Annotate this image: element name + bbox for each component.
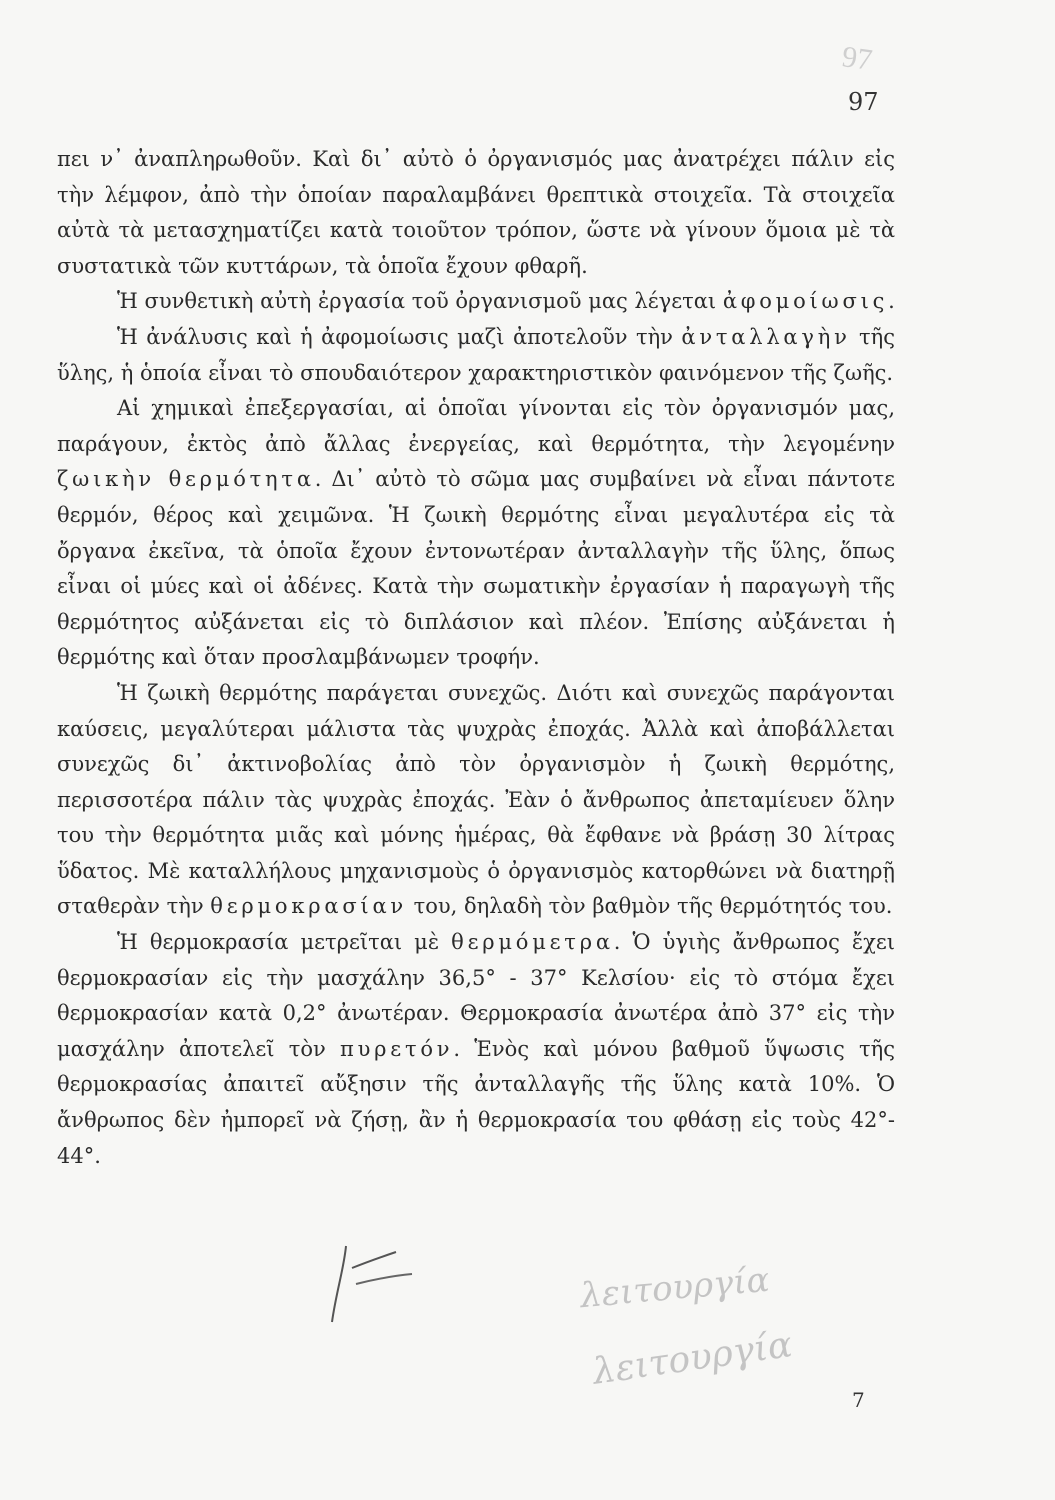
text-run: Ἡ ζωικὴ θερμότης παράγεται συνεχῶς. Διότι καὶ συνεχῶς παράγονται καύσεις, μεγαλύτεραι μάλιστα τὰς ψυχρὰς ἐποχάς. Ἀλλὰ καὶ ἀποβάλλεται συνεχῶς δι᾽ ἀκτινοβολίας ἀπὸ τὸν ὀργανισμὸν ἡ ζωικὴ θερμότης, περισσοτέρα πάλιν τὰς ψυχρὰς ἐποχάς. Ἐὰν ὁ ἄνθρωπος ἀπεταμίευεν ὅλην του τὴν θερμότητα μιᾶς καὶ μόνης ἡμέρας, θὰ ἔφθανε νὰ βράσῃ 30 λίτρας ὕδατος. Μὲ καταλλήλους μηχανισμοὺς ὁ ὀργανισμὸς κατορθώνει νὰ διατηρῇ σταθερὰν τὴν [57,680,895,919]
emphasized-term: ἀφομοίωσις [722,289,889,314]
text-run: πει ν᾽ ἀναπληρωθοῦν. Καὶ δι᾽ αὐτὸ ὁ ὀργανισμός μας ἀνατρέχει πάλιν εἰς τὴν λέμφον, ἀπὸ τὴν ὁποίαν παραλαμβάνει θρεπτικὰ στοιχεῖα. Τὰ στοιχεῖα αὐτὰ τὰ μετασχηματίζει κατὰ τοιοῦτον τρόπον, ὥστε νὰ γίνουν ὅμοια μὲ τὰ συστατικὰ τῶν κυττάρων, τὰ ὁποῖα ἔχουν φθαρῆ. [57,147,895,278]
text-run: Αἱ χημικαὶ ἐπεξεργασίαι, αἱ ὁποῖαι γίνονται εἰς τὸν ὀργανισμόν μας, παράγουν, ἐκτὸς ἀπὸ ἄλλας ἐνεργείας, καὶ θερμότητα, τὴν λεγομένην [57,396,895,456]
page-number: 97 [848,88,879,116]
paragraph [57,676,895,925]
paragraph [57,284,895,320]
handwritten-signature-mark [322,1238,432,1328]
paragraph [57,391,895,676]
paragraph [57,320,895,391]
paragraph [57,142,895,284]
text-run: . Ὁ ὑγιὴς ἄνθρωπος ἔχει θερμοκρασίαν εἰς τὴν μασχάλην 36,5° - 37° Κελσίου· εἰς τὸ στόμα ἔχει θερμοκρασίαν κατὰ 0,2° ἀνωτέραν. Θερμοκρασία ἀνωτέρα ἀπὸ 37° εἰς τὴν μασχάλην ἀποτελεῖ τὸν [57,930,895,1061]
signature-number: 7 [852,1388,865,1412]
text-run: Ἡ θερμοκρασία μετρεῖται μὲ [117,930,452,955]
emphasized-term: θερμοκρασίαν [210,894,407,919]
text-run: Ἡ ἀνάλυσις καὶ ἡ ἀφομοίωσις μαζὶ ἀποτελοῦν τὴν [117,324,682,349]
text-run: τῆς ὕλης, ἡ ὁποία εἶναι τὸ σπουδαιότερον χαρακτηριστικὸν φαινόμενον τῆς ζωῆς. [57,324,896,385]
paragraph [57,925,895,1174]
text-run: . Δι᾽ αὐτὸ τὸ σῶμα μας συμβαίνει νὰ εἶναι πάντοτε θερμόν, θέρος καὶ χειμῶνα. Ἡ ζωικὴ θερμότης εἶναι μεγαλυτέρα εἰς τὰ ὄργανα ἐκεῖνα, τὰ ὁποῖα ἔχουν ἐντονωτέραν ἀνταλλαγὴν τῆς ὕλης, ὅπως εἶναι οἱ μύες καὶ οἱ ἀδένες. Κατὰ τὴν σωματικὴν ἐργασίαν ἡ παραγωγὴ τῆς θερμότητος αὐξάνεται εἰς τὸ διπλάσιον καὶ πλέον. Ἐπίσης αὐξάνεται ἡ θερμότης καὶ ὅταν προσλαμβάνωμεν τροφήν. [57,467,895,670]
faint-corner-mark: 97 [839,40,875,77]
text-run: . [888,289,895,314]
emphasized-term: ἀνταλλαγὴν [681,324,851,349]
text-run: . Ἑνὸς καὶ μόνου βαθμοῦ ὕψωσις τῆς θερμοκρασίας ἀπαιτεῖ αὔξησιν τῆς ἀνταλλαγῆς τῆς ὕλης κατὰ 10%. Ὁ ἄνθρωπος δὲν ἠμπορεῖ νὰ ζήσῃ, ἂν ἡ θερμοκρασία του φθάσῃ εἰς τοὺς 42°- 44°. [57,1036,895,1168]
emphasized-term: ζωικὴν θερμότητα [57,467,315,492]
body-text [57,142,895,1174]
pencil-note: λειτουργία [578,1259,772,1317]
text-run: Ἡ συνθετικὴ αὐτὴ ἐργασία τοῦ ὀργανισμοῦ μας λέγεται [117,289,723,314]
pencil-note: λειτουργία [590,1324,795,1393]
emphasized-term: θερμόμετρα [451,930,614,955]
emphasized-term: πυρετόν [340,1036,454,1061]
text-run: του, δηλαδὴ τὸν βαθμὸν τῆς θερμότητός του. [406,894,893,919]
